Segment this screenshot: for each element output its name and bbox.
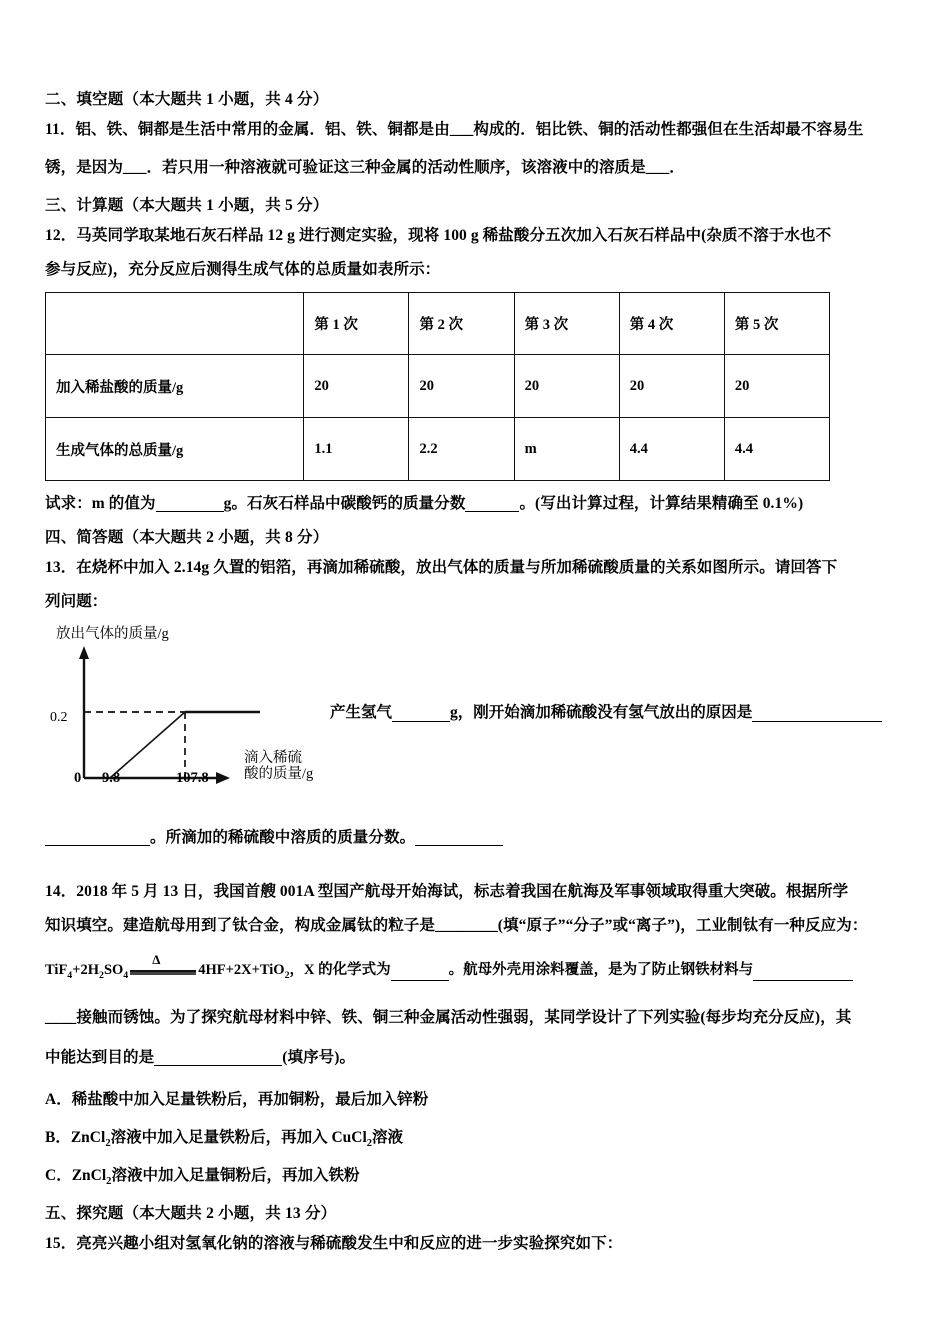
table-corner-cell	[46, 293, 304, 355]
option-c-text-pre: ZnCl	[71, 1167, 107, 1184]
equation-reactant-tif4-symbol: TiF	[45, 962, 68, 978]
option-a-key: A．	[45, 1091, 72, 1108]
table-col-header-2: 第 2 次	[409, 293, 514, 355]
table-row-label-acid-mass: 加入稀盐酸的质量/g	[46, 355, 304, 418]
question-13-tail-line	[45, 830, 503, 846]
answer-blank-contact-substance[interactable]	[753, 966, 853, 981]
question-14-line-1: 14．2018 年 5 月 13 日，我国首艘 001A 型国产航母开始海试，标志着我国在航海及军事领域取得重大突破。根据所学	[45, 883, 849, 900]
table-header-row	[46, 293, 830, 355]
answer-blank-tail[interactable]	[45, 830, 150, 846]
chart-x-axis-label-line-1: 滴入稀硫	[244, 750, 302, 766]
question-11-line-2: 锈，是因为___．若只用一种溶液就可验证这三种金属的活动性顺序，该溶液中的溶质是___．	[45, 159, 685, 176]
equation-products: 4HF+2X+TiO	[198, 962, 285, 978]
table-cell-gas-2: 2.2	[409, 418, 514, 481]
option-c-sub-1: 2	[106, 1176, 112, 1188]
section-heading-short-answer: 四、简答题（本大题共 2 小题，共 8 分）	[45, 529, 329, 546]
table-cell-gas-5: 4.4	[724, 418, 829, 481]
option-a-text: 稀盐酸中加入足量铁粉后，再加铜粉，最后加入锌粉	[71, 1091, 429, 1108]
table-cell-acid-1: 20	[304, 355, 409, 418]
prompt-suffix: 。(写出计算过程，计算结果精确至 0.1%)	[519, 495, 804, 512]
option-c	[45, 1168, 359, 1188]
option-b-sub-2: 2	[366, 1138, 373, 1150]
option-c-text-mid: 溶液中加入足量铜粉后，再加入铁粉	[111, 1167, 360, 1184]
table-cell-gas-1: 1.1	[304, 418, 409, 481]
table-col-header-4: 第 4 次	[619, 293, 724, 355]
table-cell-acid-2: 20	[409, 355, 514, 418]
question-13-line-1: 13．在烧杯中加入 2.14g 久置的铝箔，再滴加稀硫酸，放出气体的质量与所加稀硫酸质量的关系如图所示。请回答下	[45, 559, 838, 576]
question-14-line-4: ____接触而锈蚀。为了探究航母材料中锌、铁、铜三种金属活动性强弱，某同学设计了下列实验(每步均充分反应)，其	[45, 1009, 852, 1026]
answer-blank-m[interactable]	[156, 496, 224, 512]
chart-series-segment-rising	[110, 712, 185, 778]
option-a	[45, 1092, 428, 1108]
equation-so4-sub: 4	[123, 969, 129, 981]
table-cell-acid-4: 20	[619, 355, 724, 418]
question-12-answer-prompt	[45, 496, 803, 512]
equation-reactant-tif4-sub: 4	[67, 969, 73, 981]
answer-blank-concentration[interactable]	[415, 830, 503, 846]
question-14-line-5	[45, 1050, 355, 1066]
table-col-header-5: 第 5 次	[724, 293, 829, 355]
chart-x-axis-label-line-2: 酸的质量/g	[244, 766, 314, 783]
answer-blank-hydrogen[interactable]	[392, 707, 450, 723]
delta-heat-symbol: Δ	[152, 952, 161, 968]
option-b	[45, 1130, 403, 1150]
section-heading-calculation: 三、计算题（本大题共 1 小题，共 5 分）	[45, 197, 329, 214]
prompt-mid: g。石灰石样品中碳酸钙的质量分数	[223, 495, 466, 512]
equation-tio2-sub: 2	[284, 969, 290, 981]
prompt-prefix: 试求：m 的值为	[45, 495, 156, 512]
chart-x-axis-label	[244, 750, 362, 782]
question-12-line-1: 12．马英同学取某地石灰石样品 12 g 进行测定实验，现将 100 g 稀盐酸分五次加入石灰石样品中(杂质不溶于水也不	[45, 227, 832, 244]
table-cell-acid-3: 20	[514, 355, 619, 418]
equation-so-symbol: SO	[103, 962, 124, 978]
reaction-condition-arrow-icon	[130, 952, 196, 978]
chart-x-tick-107.8: 107.8	[176, 770, 209, 786]
question-14-line-5-prefix: 中能达到目的是	[45, 1049, 155, 1066]
chart-x-tick-9.8: 9.8	[102, 770, 121, 786]
measurement-table	[45, 292, 830, 481]
chart-y-tick-0.2: 0.2	[50, 710, 68, 725]
chart-y-axis-arrow	[79, 646, 89, 659]
answer-blank-reason[interactable]	[752, 707, 882, 723]
option-b-text-mid: 溶液中加入足量铁粉后，再加入 CuCl	[110, 1129, 367, 1146]
table-row	[46, 355, 830, 418]
table-col-header-3: 第 3 次	[514, 293, 619, 355]
question-12-line-2: 参与反应)，充分反应后测得生成气体的总质量如表所示：	[45, 261, 441, 278]
option-b-sub-1: 2	[105, 1138, 111, 1150]
question-13-note: 产生氢气 g，刚开始滴加稀硫酸没有氢气放出的原因是	[330, 700, 882, 722]
equation-plus-h2: +2H	[72, 962, 100, 978]
table-row-label-gas-mass: 生成气体的总质量/g	[46, 418, 304, 481]
option-b-text-post: 溶液	[372, 1129, 404, 1146]
chart-x-tick-0: 0	[74, 770, 82, 786]
question-14-line-2: 知识填空。建造航母用到了钛合金，构成金属钛的粒子是________(填“原子”“分子”或“离子”)，工业制钛有一种反应为：	[45, 917, 868, 934]
option-b-text-pre: ZnCl	[70, 1129, 106, 1146]
answer-blank-percent[interactable]	[465, 496, 519, 512]
table-cell-gas-3: m	[514, 418, 619, 481]
option-c-key: C．	[45, 1167, 72, 1184]
table-row	[46, 418, 830, 481]
question-11-line-1: 11．铝、铁、铜都是生活中常用的金属．铝、铁、铜都是由___构成的．铝比铁、铜的活动性都强但在生活却最不容易生	[45, 121, 864, 138]
equation-h2-sub: 2	[99, 969, 104, 981]
measurement-table-wrapper	[45, 292, 830, 481]
chart-y-axis-label: 放出气体的质量/g	[56, 626, 169, 642]
option-b-key: B．	[45, 1129, 71, 1146]
question-14-eq-tail: 。航母外壳用涂料覆盖，是为了防止钢铁材料与	[448, 962, 754, 978]
question-15-line-1: 15．亮亮兴趣小组对氢氧化钠的溶液与稀硫酸发生中和反应的进一步实验探究如下：	[45, 1235, 623, 1252]
section-heading-fill-in-blank: 二、填空题（本大题共 1 小题，共 4 分）	[45, 91, 329, 108]
question-13-line-2: 列问题：	[45, 593, 108, 610]
table-col-header-1: 第 1 次	[304, 293, 409, 355]
table-cell-gas-4: 4.4	[619, 418, 724, 481]
section-heading-inquiry: 五、探究题（本大题共 2 小题，共 13 分）	[45, 1205, 337, 1222]
answer-blank-x-formula[interactable]	[391, 966, 449, 981]
gas-mass-vs-acid-chart	[48, 622, 368, 802]
table-cell-acid-5: 20	[724, 355, 829, 418]
question-14-line-5-suffix: (填序号)。	[282, 1049, 356, 1066]
question-14-equation-line	[45, 952, 853, 981]
equation-after-text: ，X 的化学式为	[289, 962, 391, 978]
arrow-bar-lower	[130, 972, 196, 974]
answer-blank-option-choice[interactable]	[154, 1050, 282, 1066]
question-13-tail-text: 。所滴加的稀硫酸中溶质的质量分数。	[150, 829, 416, 846]
